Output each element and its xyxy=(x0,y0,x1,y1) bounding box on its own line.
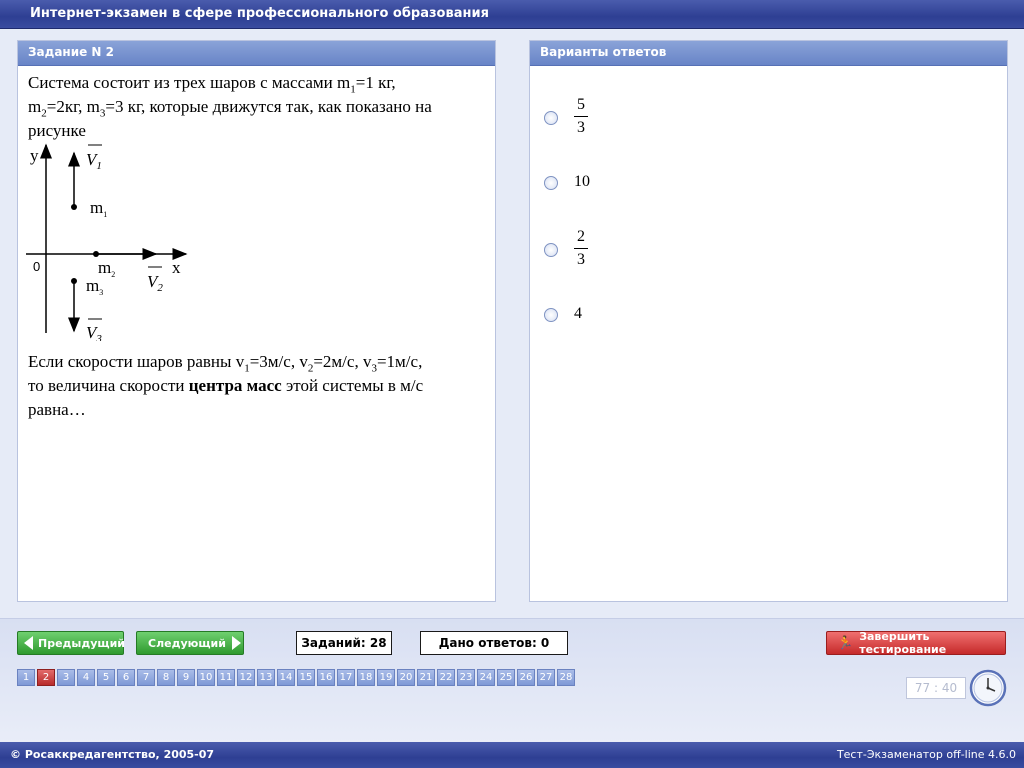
ball-m1 xyxy=(71,204,77,210)
answers-given-count: Дано ответов: 0 xyxy=(420,631,568,655)
answers-panel xyxy=(529,40,1008,602)
version-text: Тест-Экзаменатор off-line 4.6.0 xyxy=(836,748,1016,761)
clock-icon xyxy=(969,669,1007,707)
question-nav-23[interactable]: 23 xyxy=(457,669,475,686)
answer-fraction-3: 2 3 xyxy=(574,227,588,270)
m2-label: $m_2$ xyxy=(98,258,116,279)
finish-test-button[interactable]: 🏃 Завершить тестирование xyxy=(826,631,1006,655)
question-nav-5[interactable]: 5 xyxy=(97,669,115,686)
question-nav-26[interactable]: 26 xyxy=(517,669,535,686)
question-nav-21[interactable]: 21 xyxy=(417,669,435,686)
question-nav-11[interactable]: 11 xyxy=(217,669,235,686)
answer-radio-4[interactable] xyxy=(544,308,558,322)
answer-fraction-1: 5 3 xyxy=(574,95,588,138)
prev-button[interactable]: Предыдущий xyxy=(17,631,124,655)
question-navigator xyxy=(17,669,577,686)
question-nav-22[interactable]: 22 xyxy=(437,669,455,686)
question-nav-14[interactable]: 14 xyxy=(277,669,295,686)
question-nav-10[interactable]: 10 xyxy=(197,669,215,686)
answer-radio-3[interactable] xyxy=(544,243,558,257)
v3-label: $V_3$ xyxy=(86,323,102,341)
task-panel xyxy=(17,40,496,602)
window-titlebar xyxy=(0,0,1024,29)
window-title: Интернет-экзамен в сфере профессионального образования xyxy=(30,6,489,21)
footer-bar xyxy=(0,742,1024,768)
question-nav-25[interactable]: 25 xyxy=(497,669,515,686)
question-nav-28[interactable]: 28 xyxy=(557,669,575,686)
task-title: Задание N 2 xyxy=(28,45,114,59)
question-nav-18[interactable]: 18 xyxy=(357,669,375,686)
answers-panel-header xyxy=(530,41,1007,66)
answer-radio-2[interactable] xyxy=(544,176,558,190)
question-nav-1[interactable]: 1 xyxy=(17,669,35,686)
question-nav-27[interactable]: 27 xyxy=(537,669,555,686)
question-text-main: Если скорости шаров равны $v_1=3м/с$, $v_2=2м/с$, $v_3=1м/с$, то величина скорости центра масс этой системы в м/с равна… xyxy=(28,352,424,419)
question-nav-8[interactable]: 8 xyxy=(157,669,175,686)
answer-radio-1[interactable] xyxy=(544,111,558,125)
question-nav-7[interactable]: 7 xyxy=(137,669,155,686)
timer-display: 77 : 40 xyxy=(906,677,966,699)
copyright-text: © Росаккредагентство, 2005-07 xyxy=(10,748,215,761)
question-nav-3[interactable]: 3 xyxy=(57,669,75,686)
task-panel-header xyxy=(18,41,495,66)
y-axis-label: y xyxy=(30,146,39,165)
question-nav-13[interactable]: 13 xyxy=(257,669,275,686)
next-button[interactable]: Следующий xyxy=(136,631,244,655)
running-man-icon: 🏃 xyxy=(837,635,854,651)
question-nav-17[interactable]: 17 xyxy=(337,669,355,686)
question-nav-12[interactable]: 12 xyxy=(237,669,255,686)
question-nav-15[interactable]: 15 xyxy=(297,669,315,686)
arrow-left-icon xyxy=(24,636,33,650)
question-nav-9[interactable]: 9 xyxy=(177,669,195,686)
question-nav-2[interactable]: 2 xyxy=(37,669,55,686)
question-nav-4[interactable]: 4 xyxy=(77,669,95,686)
x-axis-label: x xyxy=(172,258,181,277)
m1-label: $m_1$ xyxy=(90,198,108,219)
origin-label: 0 xyxy=(33,259,41,274)
tasks-count: Заданий: 28 xyxy=(296,631,392,655)
question-nav-16[interactable]: 16 xyxy=(317,669,335,686)
question-nav-20[interactable]: 20 xyxy=(397,669,415,686)
arrow-right-icon xyxy=(232,636,241,650)
question-text-intro: Система состоит из трех шаров с массами $m_1=1$ кг, $m_2=2кг$, $m_3=3$ кг, которые движутся так, как показано на рисунке xyxy=(28,73,432,140)
question-nav-19[interactable]: 19 xyxy=(377,669,395,686)
answer-text-2: 10 xyxy=(574,173,590,190)
answer-text-4: 4 xyxy=(574,305,582,322)
motion-diagram xyxy=(26,141,206,341)
question-nav-24[interactable]: 24 xyxy=(477,669,495,686)
v2-label: $V_2$ xyxy=(147,272,163,294)
question-nav-6[interactable]: 6 xyxy=(117,669,135,686)
v1-label: $V_1$ xyxy=(86,150,102,172)
answers-title: Варианты ответов xyxy=(540,45,667,59)
m3-label: $m_3$ xyxy=(86,276,104,297)
